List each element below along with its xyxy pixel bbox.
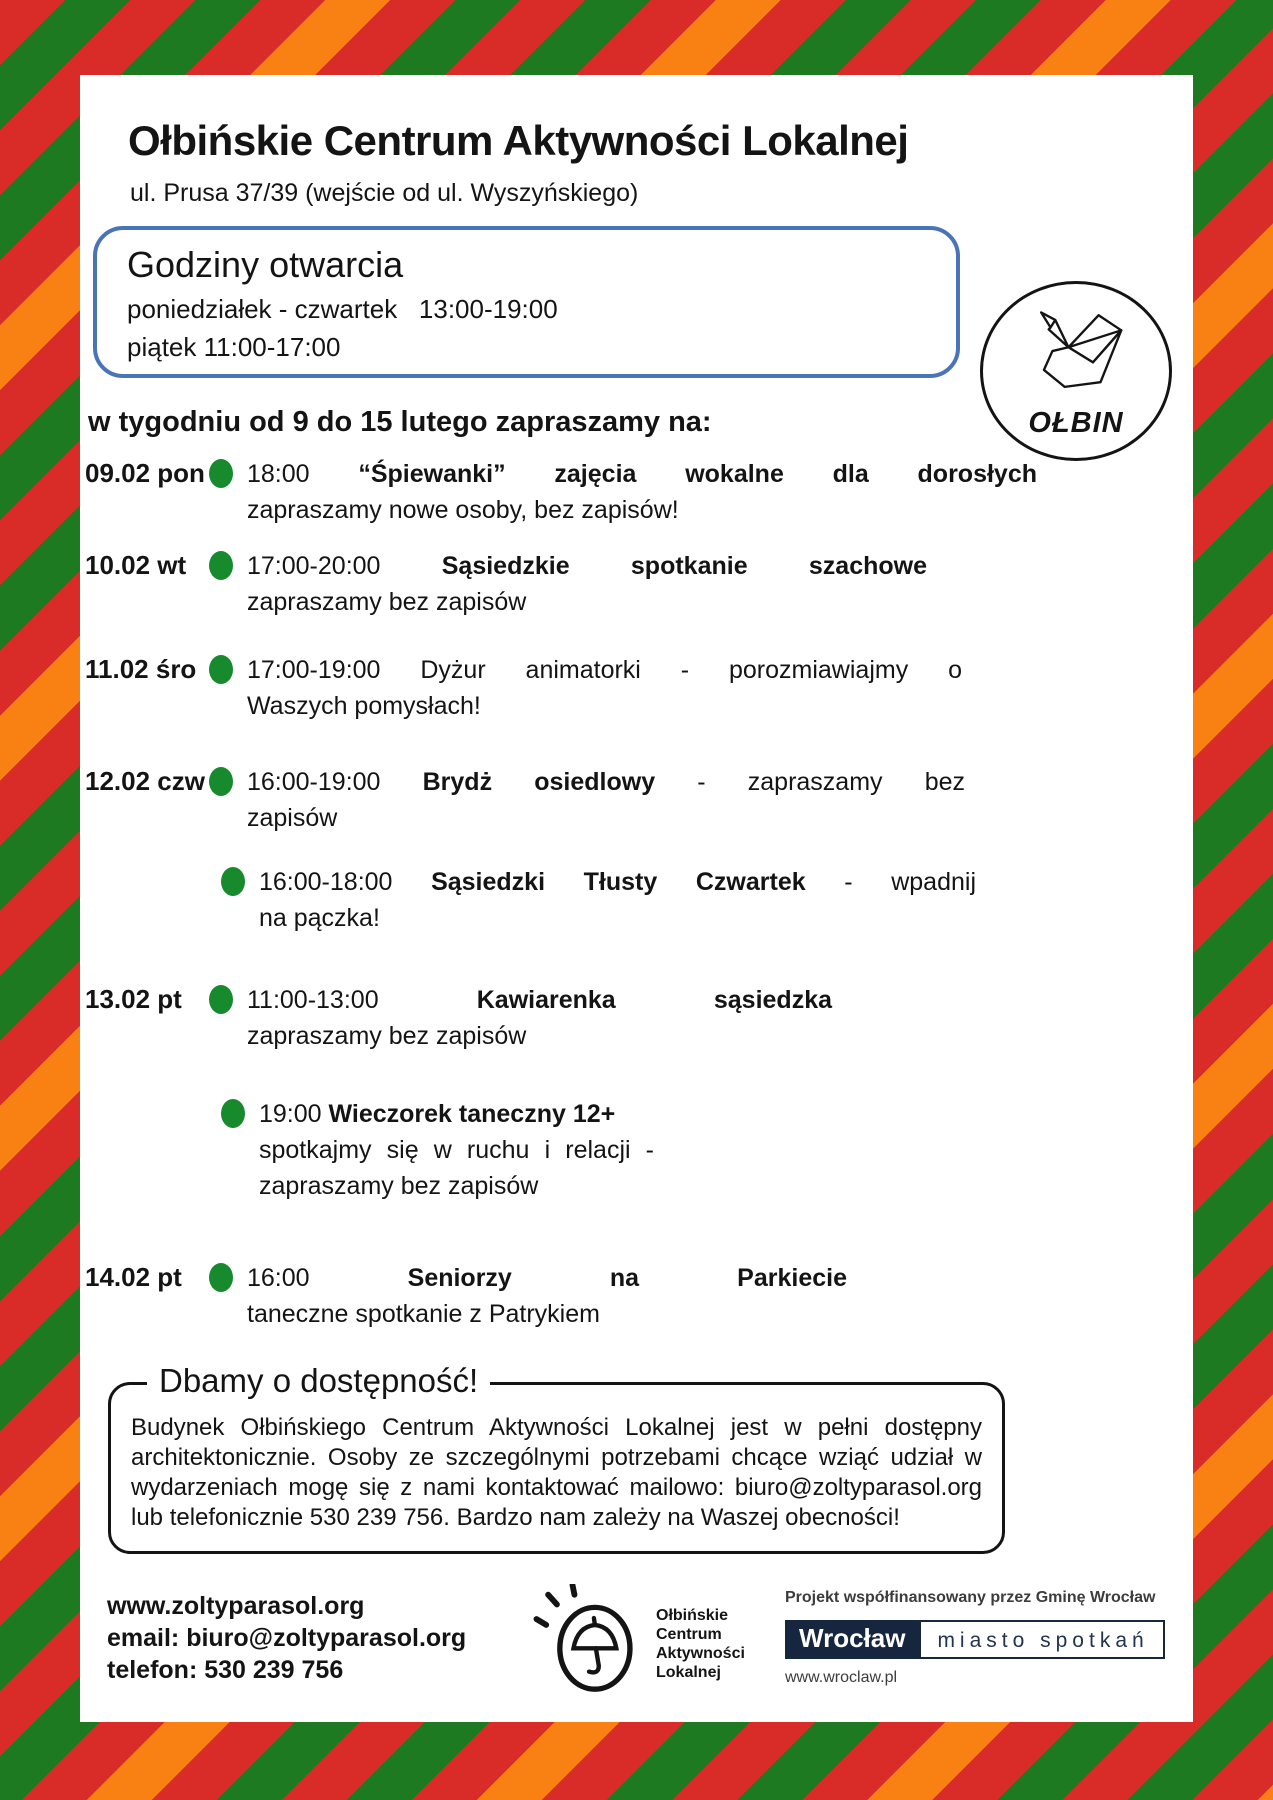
event-title: Sąsiedzki Tłusty Czwartek: [431, 868, 806, 896]
opening-hours-box: [93, 226, 960, 378]
event-title: Kawiarenka sąsiedzka: [476, 986, 832, 1014]
schedule-date: 12.02 czw: [85, 766, 205, 796]
schedule-date: 13.02 pt: [85, 984, 182, 1014]
event-title: Wieczorek taneczny 12+: [328, 1100, 616, 1128]
event-time: 16:00-19:00: [247, 768, 381, 796]
page-title: Ołbińskie Centrum Aktywności Lokalnej: [128, 117, 909, 164]
schedule-row: [80, 1260, 1193, 1332]
event-text: - wpadnij: [844, 868, 976, 896]
org-name-block: [656, 1606, 745, 1682]
phone-number: telefon: 530 239 756: [107, 1656, 344, 1684]
poster-card: [80, 75, 1193, 1722]
green-dot-icon: [209, 767, 233, 796]
green-dot-icon: [209, 551, 233, 580]
event-title: Seniorzy na Parkiecie: [407, 1264, 847, 1292]
email-link: email: biuro@zoltyparasol.org: [107, 1624, 467, 1652]
green-dot-icon: [209, 655, 233, 684]
org-name-line: Aktywności: [656, 1645, 745, 1662]
schedule-row: [80, 1096, 1193, 1204]
funding-note: Projekt współfinansowany przez Gminę Wrocław: [785, 1589, 1156, 1606]
address-line: ul. Prusa 37/39 (wejście od ul. Wyszyńskiego): [130, 179, 639, 207]
accessibility-text: Budynek Ołbińskiego Centrum Aktywności Lokalnej jest w pełni dostępny architektonicznie. Osoby ze szczególnymi potrzebami chcące wziąć udział w wydarzeniach mogę się z nami kontaktować mailowo: biuro@zoltyparasol.org lub telefonicznie 530 239 756. Bardzo nam zależy na Waszej obecności!: [131, 1414, 982, 1531]
wroclaw-logo-secondary: miasto spotkań: [919, 1620, 1164, 1659]
schedule-row: [80, 864, 1193, 936]
event-time: 16:00: [247, 1264, 310, 1292]
opening-hours-friday: piątek 11:00-17:00: [127, 332, 341, 362]
event-title: Brydż osiedlowy: [422, 768, 656, 796]
event-line2: zapraszamy nowe osoby, bez zapisów!: [247, 496, 679, 524]
wroclaw-logo-primary: Wrocław: [785, 1620, 919, 1659]
event-line2: taneczne spotkanie z Patrykiem: [247, 1300, 600, 1328]
org-name-line: Lokalnej: [656, 1664, 721, 1681]
green-dot-icon: [209, 459, 233, 488]
event-line2: Waszych pomysłach!: [247, 692, 481, 720]
schedule-list: [80, 456, 1193, 1332]
origami-swan-icon: [1010, 300, 1142, 404]
event-line2: zapraszamy bez zapisów: [247, 588, 527, 616]
green-dot-icon: [221, 1099, 245, 1128]
opening-hours-heading: Godziny otwarcia: [127, 244, 404, 285]
green-dot-icon: [209, 1263, 233, 1292]
event-text: Dyżur animatorki - porozmiawiajmy o: [420, 656, 962, 684]
event-time: 17:00-19:00: [247, 656, 381, 684]
green-dot-icon: [221, 867, 245, 896]
schedule-row: [80, 764, 1193, 836]
umbrella-logo-icon: [532, 1584, 650, 1696]
opening-hours-weekdays: poniedziałek - czwartek 13:00-19:00: [127, 294, 558, 324]
wroclaw-logo: [785, 1620, 1165, 1659]
event-title: “Śpiewanki” zajęcia wokalne dla dorosłych: [358, 460, 1038, 488]
event-time: 19:00: [259, 1100, 322, 1128]
website-link: www.zoltyparasol.org: [107, 1592, 365, 1620]
event-line2: zapisów: [247, 804, 338, 832]
olbin-label: OŁBIN: [1028, 407, 1124, 439]
schedule-row: [80, 548, 1193, 620]
contact-block: [107, 1590, 466, 1686]
schedule-date: 11.02 śro: [85, 654, 197, 684]
green-dot-icon: [209, 985, 233, 1014]
schedule-date: 10.02 wt: [85, 550, 187, 580]
footer: [80, 1584, 1193, 1722]
event-line3: zapraszamy bez zapisów: [259, 1172, 539, 1200]
event-time: 11:00-13:00: [247, 986, 379, 1014]
schedule-row: [80, 456, 1193, 528]
event-text: - zapraszamy bez: [697, 768, 966, 796]
org-name-line: Centrum: [656, 1626, 722, 1643]
schedule-row: [80, 652, 1193, 724]
accessibility-box: [108, 1362, 1005, 1554]
org-name-line: Ołbińskie: [656, 1607, 729, 1624]
funding-block: [785, 1588, 1165, 1687]
schedule-heading: w tygodniu od 9 do 15 lutego zapraszamy na:: [88, 406, 712, 438]
event-title: Sąsiedzkie spotkanie szachowe: [441, 552, 927, 580]
event-time: 16:00-18:00: [259, 868, 393, 896]
wroclaw-url: www.wroclaw.pl: [785, 1669, 898, 1686]
schedule-row: [80, 982, 1193, 1054]
accessibility-heading: Dbamy o dostępność!: [147, 1359, 490, 1403]
olbin-badge: [980, 281, 1172, 461]
event-time: 17:00-20:00: [247, 552, 381, 580]
schedule-date: 14.02 pt: [85, 1262, 182, 1292]
event-line2: na pączka!: [259, 904, 380, 932]
event-time: 18:00: [247, 460, 310, 488]
schedule-date: 09.02 pon: [85, 458, 205, 488]
event-line2: zapraszamy bez zapisów: [247, 1022, 527, 1050]
org-logo-block: [532, 1584, 745, 1696]
event-line2: spotkajmy się w ruchu i relacji -: [259, 1136, 654, 1164]
